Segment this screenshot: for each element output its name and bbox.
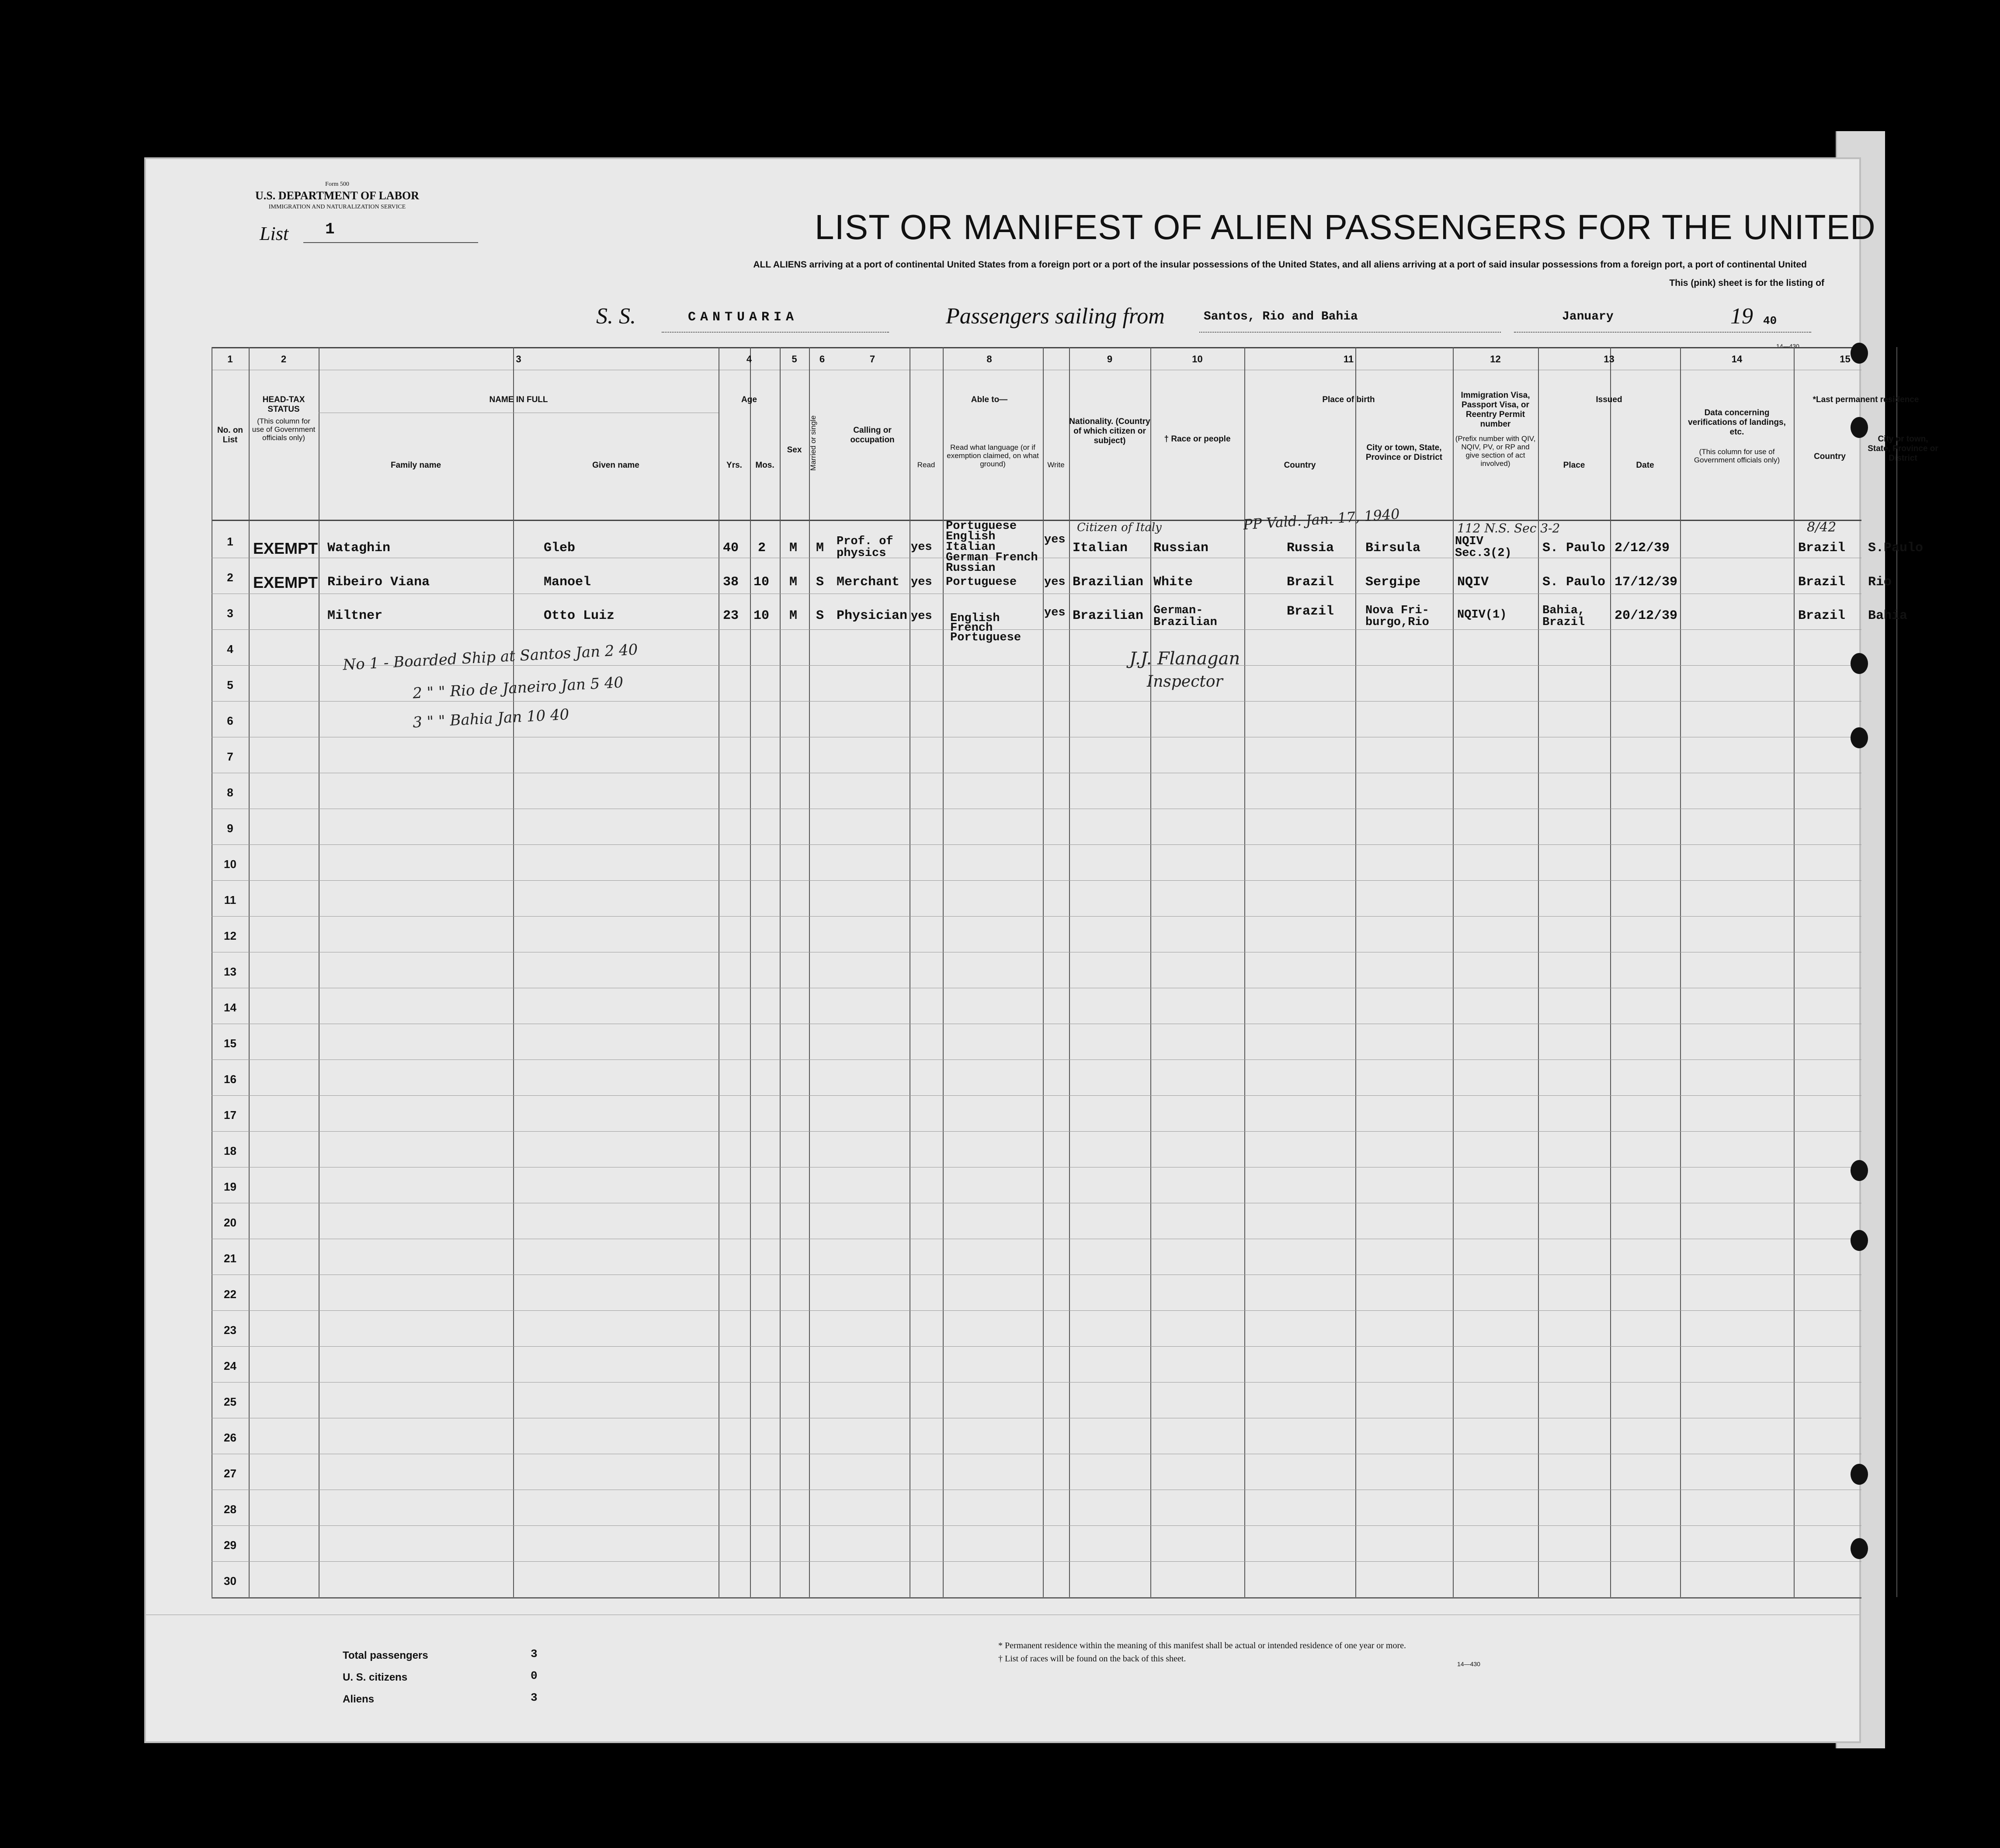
footnote-races: † List of races will be found on the back of this sheet.: [998, 1654, 1186, 1664]
vline: [249, 347, 250, 1597]
head-tax-status: HEAD-TAX STATUS: [262, 395, 305, 414]
res-city-row-3: Bahia: [1868, 608, 1908, 623]
languages-row-1: Portuguese English Italian German French Russian: [946, 520, 1038, 575]
row-number: 19: [224, 1180, 236, 1193]
us-citizens-value: 0: [531, 1669, 538, 1682]
row-number: 17: [224, 1108, 236, 1122]
row-rule: [212, 1131, 1861, 1132]
row-number: 9: [227, 822, 233, 835]
nationality-row-2: Brazilian: [1073, 575, 1144, 590]
issued-place-row-2: S. Paulo: [1542, 575, 1606, 590]
code-top: 14—430: [1776, 343, 1799, 350]
row-number: 7: [227, 750, 233, 763]
embark-note-2: 2 " " Rio de Janeiro Jan 5 40: [412, 674, 624, 702]
write-row-1: yes: [1044, 533, 1066, 546]
month: January: [1562, 310, 1614, 323]
head-sex: Sex: [787, 445, 802, 455]
col-num-4: 4: [746, 354, 752, 365]
us-citizens-label: U. S. citizens: [343, 1671, 408, 1683]
given-name-row-1: Gleb: [544, 541, 576, 556]
row-number: 24: [224, 1359, 236, 1372]
row-number: 22: [224, 1288, 236, 1301]
punch-hole: [1851, 417, 1868, 438]
head-tax-note: (This column for use of Government officials only): [252, 417, 316, 442]
service: IMMIGRATION AND NATURALIZATION SERVICE: [268, 204, 406, 210]
col-num-5: 5: [792, 354, 797, 365]
head-tax-row-2: EXEMPT: [253, 573, 318, 591]
form-header: [255, 179, 419, 213]
vline: [1244, 347, 1245, 1597]
read-row-1: yes: [911, 541, 932, 554]
row-number: 13: [224, 965, 236, 978]
vline: [1069, 347, 1070, 1597]
row-number: 2: [227, 571, 233, 584]
issued-date-row-1: 2/12/39: [1615, 541, 1670, 556]
row-number: 29: [224, 1539, 236, 1552]
visa-row-3: NQIV(1): [1457, 608, 1507, 622]
race-row-2: White: [1153, 575, 1193, 590]
punch-hole: [1851, 343, 1868, 364]
month-underline: [1514, 332, 1811, 333]
col-num-15: 15: [1840, 354, 1851, 365]
vline: [780, 347, 781, 1597]
total-passengers-label: Total passengers: [343, 1650, 428, 1661]
col-num-7: 7: [869, 354, 875, 365]
page-title: LIST OR MANIFEST OF ALIEN PASSENGERS FOR THE UNITED: [815, 208, 1876, 247]
row-rule: [212, 1095, 1861, 1096]
total-passengers-value: 3: [531, 1647, 538, 1660]
head-age: Age: [741, 395, 757, 404]
row-number: 8: [227, 786, 233, 799]
head-landings: Data concerning verifications of landings, etc.: [1688, 408, 1786, 437]
vline: [1610, 347, 1611, 1597]
read-row-3: yes: [911, 610, 932, 623]
inspector-name: J.J. Flanagan: [1129, 649, 1240, 669]
row-rule: [212, 1059, 1861, 1060]
race-row-1: Russian: [1153, 541, 1209, 556]
col-num-9: 9: [1107, 354, 1113, 365]
birth-city-row-3: Nova Fri-burgo,Rio: [1365, 604, 1429, 629]
vline: [809, 347, 810, 1597]
row-number: 6: [227, 714, 233, 727]
nationality-row-3: Brazilian: [1073, 608, 1144, 623]
head-visa-note: (Prefix number with QIV, NQIV, PV, or RP and give section of act involved): [1455, 434, 1536, 468]
row-number: 28: [224, 1503, 236, 1516]
row-number: 1: [227, 535, 233, 548]
birth-city-row-1: Birsula: [1365, 541, 1421, 556]
head-married: Married or single: [809, 415, 817, 471]
embark-note-1: No 1 - Boarded Ship at Santos Jan 2 40: [342, 641, 639, 674]
list-number: 1: [325, 220, 335, 238]
head-read-language: Read what language (or if exemption claimed, on what ground): [947, 443, 1039, 468]
head-yrs: Yrs.: [726, 461, 742, 470]
head-landings-note: (This column for use of Government officials only): [1694, 448, 1780, 464]
vline: [1896, 347, 1897, 1597]
race-row-3: German-Brazilian: [1153, 604, 1217, 629]
row-rule: [212, 1346, 1861, 1347]
head-race: † Race or people: [1164, 434, 1231, 444]
issued-place-row-1: S. Paulo: [1542, 541, 1606, 556]
languages-row-2: Portuguese: [946, 576, 1017, 589]
col-num-14: 14: [1731, 354, 1743, 365]
given-name-row-2: Manoel: [544, 575, 591, 590]
sailing-label: Passengers sailing from: [946, 304, 1165, 329]
mos-row-3: 10: [753, 608, 770, 623]
issued-date-row-3: 20/12/39: [1615, 608, 1678, 623]
visa-row-1: NQIV Sec.3(2): [1455, 535, 1512, 560]
subtitle-2: This (pink) sheet is for the listing of: [1669, 278, 1824, 288]
head-visa: Immigration Visa, Passport Visa, or Reentry Permit number: [1461, 391, 1530, 429]
col-num-3: 3: [516, 354, 521, 365]
calling-row-1: Prof. of physics: [837, 535, 893, 560]
row-number: 10: [224, 858, 236, 871]
head-nationality: Nationality. (Country of which citizen or subject): [1069, 417, 1150, 445]
head-read: Read: [917, 461, 935, 469]
col-num-11: 11: [1343, 354, 1354, 365]
ship-underline: [662, 332, 889, 333]
head-res-city: City or town, State, Province or District: [1868, 434, 1938, 463]
birth-country-row-2: Brazil: [1287, 575, 1334, 590]
col-num-13: 13: [1604, 354, 1615, 365]
list-label: List: [260, 223, 289, 244]
code-bottom: 14—430: [1457, 1660, 1480, 1667]
punch-hole: [1851, 1230, 1868, 1251]
row-number: 27: [224, 1467, 236, 1480]
punch-hole: [1851, 1464, 1868, 1485]
visa-note-2: 112 N.S. Sec 3-2: [1457, 521, 1560, 535]
vline: [1355, 347, 1356, 1597]
ss-label: S. S.: [596, 304, 636, 329]
vline: [1680, 347, 1681, 1597]
col-num-10: 10: [1192, 354, 1203, 365]
vline: [1043, 347, 1044, 1597]
vline: [1150, 347, 1151, 1597]
ports: Santos, Rio and Bahia: [1204, 310, 1358, 323]
married-row-3: S: [816, 608, 824, 623]
department: U.S. DEPARTMENT OF LABOR: [255, 189, 419, 202]
vline: [1453, 347, 1454, 1597]
yrs-row-2: 38: [723, 575, 739, 590]
family-name-row-1: Wataghin: [327, 541, 391, 556]
row-number: 16: [224, 1073, 236, 1086]
row-number: 21: [224, 1252, 236, 1265]
calling-row-3: Physician: [837, 608, 908, 623]
ports-underline: [1199, 332, 1501, 333]
family-name-row-2: Ribeiro Viana: [327, 575, 430, 590]
visa-note-1: PP Vald. Jan. 17, 1940: [1243, 505, 1400, 533]
head-name-in-full: NAME IN FULL: [489, 395, 548, 404]
vline: [1794, 347, 1795, 1597]
languages-row-3: English French Portuguese: [950, 612, 1021, 644]
subtitle: ALL ALIENS arriving at a port of continental United States from a foreign port or a port of the insular possessions of the United States, and all aliens arriving at a port of said insular possessions from a foreign port, a port of continental United: [753, 260, 1807, 270]
row-number: 20: [224, 1216, 236, 1229]
head-calling: Calling or occupation: [850, 426, 895, 445]
head-residence: *Last permanent residence: [1812, 395, 1919, 404]
head-birth-city: City or town, State, Province or District: [1365, 443, 1443, 462]
row-rule: [212, 916, 1861, 917]
res-country-row-3: Brazil: [1798, 608, 1846, 623]
vline: [513, 347, 514, 1597]
head-tax-row-1: EXEMPT: [253, 539, 318, 557]
vline: [750, 347, 751, 1597]
res-country-row-2: Brazil: [1798, 575, 1846, 590]
row-number: 18: [224, 1144, 236, 1157]
embark-note-3: 3 " " Bahia Jan 10 40: [412, 705, 570, 732]
row-number: 25: [224, 1395, 236, 1408]
row-rule: [212, 844, 1861, 845]
head-issued-date: Date: [1636, 461, 1654, 470]
year-prefix: 19: [1730, 304, 1753, 329]
col-num-8: 8: [986, 354, 992, 365]
ship-name: CANTUARIA: [688, 310, 799, 325]
aliens-label: Aliens: [343, 1693, 375, 1705]
write-row-2: yes: [1044, 576, 1066, 589]
mos-row-1: 2: [758, 541, 766, 556]
res-country-row-1: Brazil: [1798, 541, 1846, 556]
row-number: 11: [224, 893, 236, 907]
col-num-6: 6: [819, 354, 825, 365]
row-rule: [212, 880, 1861, 881]
row-rule: [212, 701, 1861, 702]
citizen-note: Citizen of Italy: [1077, 521, 1162, 534]
head-mos: Mos.: [755, 461, 774, 470]
family-name-row-3: Miltner: [327, 608, 383, 623]
grid-top: [212, 347, 1861, 348]
sex-row-1: M: [789, 541, 798, 556]
sex-row-2: M: [789, 575, 798, 590]
row-rule: [212, 1597, 1861, 1598]
head-given-name: Given name: [592, 461, 639, 470]
vline: [943, 347, 944, 1597]
res-city-row-1: S.Paulo: [1868, 541, 1924, 556]
punch-hole: [1851, 1160, 1868, 1181]
head-birth-country: Country: [1284, 461, 1316, 470]
row-number: 15: [224, 1037, 236, 1050]
manifest-grid: [212, 347, 1938, 1597]
punch-hole: [1851, 653, 1868, 674]
issued-place-row-3: Bahia, Brazil: [1542, 604, 1585, 629]
calling-row-2: Merchant: [837, 575, 900, 590]
inspector-title: Inspector: [1147, 673, 1223, 691]
year-suffix: 40: [1763, 314, 1777, 327]
manifest-sheet: [144, 157, 1938, 1743]
visa-row-2: NQIV: [1457, 575, 1489, 590]
row-number: 12: [224, 929, 236, 942]
residence-note: 8/42: [1807, 520, 1837, 535]
married-row-1: M: [816, 541, 824, 556]
row-number: 14: [224, 1001, 236, 1014]
write-row-3: yes: [1044, 606, 1066, 619]
head-able-to: Able to—: [971, 395, 1008, 404]
row-rule: [212, 1310, 1861, 1311]
birth-city-row-2: Sergipe: [1365, 575, 1421, 590]
birth-country-row-1: Russia: [1287, 541, 1334, 556]
head-issued: Issued: [1596, 395, 1622, 404]
head-res-country: Country: [1814, 452, 1846, 461]
given-name-row-3: Otto Luiz: [544, 608, 615, 623]
row-number: 4: [227, 643, 233, 656]
row-number: 26: [224, 1431, 236, 1444]
married-row-2: S: [816, 575, 824, 590]
res-city-row-2: Rio: [1868, 575, 1892, 590]
punch-hole: [1851, 1538, 1868, 1559]
row-rule: [212, 1382, 1861, 1383]
footnote-residence: * Permanent residence within the meaning of this manifest shall be actual or intended residence of one year or more.: [998, 1641, 1406, 1650]
head-issued-place: Place: [1563, 461, 1585, 470]
form-number: Form 500: [325, 181, 349, 188]
mos-row-2: 10: [753, 575, 770, 590]
issued-date-row-2: 17/12/39: [1615, 575, 1678, 590]
yrs-row-1: 40: [723, 541, 739, 556]
punch-hole: [1851, 727, 1868, 748]
birth-country-row-3: Brazil: [1287, 604, 1334, 619]
yrs-row-3: 23: [723, 608, 739, 623]
col-num-1: 1: [227, 354, 233, 365]
list-underline: [303, 242, 478, 243]
sex-row-3: M: [789, 608, 798, 623]
row-number: 23: [224, 1323, 236, 1337]
col-num-12: 12: [1490, 354, 1501, 365]
row-rule: [212, 1561, 1861, 1562]
aliens-value: 3: [531, 1691, 538, 1704]
head-family-name: Family name: [390, 461, 441, 470]
row-rule: [212, 1525, 1861, 1526]
head-place-of-birth: Place of birth: [1322, 395, 1375, 404]
nationality-row-1: Italian: [1073, 541, 1128, 556]
read-row-2: yes: [911, 576, 932, 589]
head-no-on-list: No. on List: [217, 426, 243, 445]
row-number: 30: [224, 1574, 236, 1587]
row-number: 3: [227, 607, 233, 620]
row-number: 5: [227, 678, 233, 691]
col-num-2: 2: [281, 354, 287, 365]
head-write: Write: [1047, 461, 1065, 469]
